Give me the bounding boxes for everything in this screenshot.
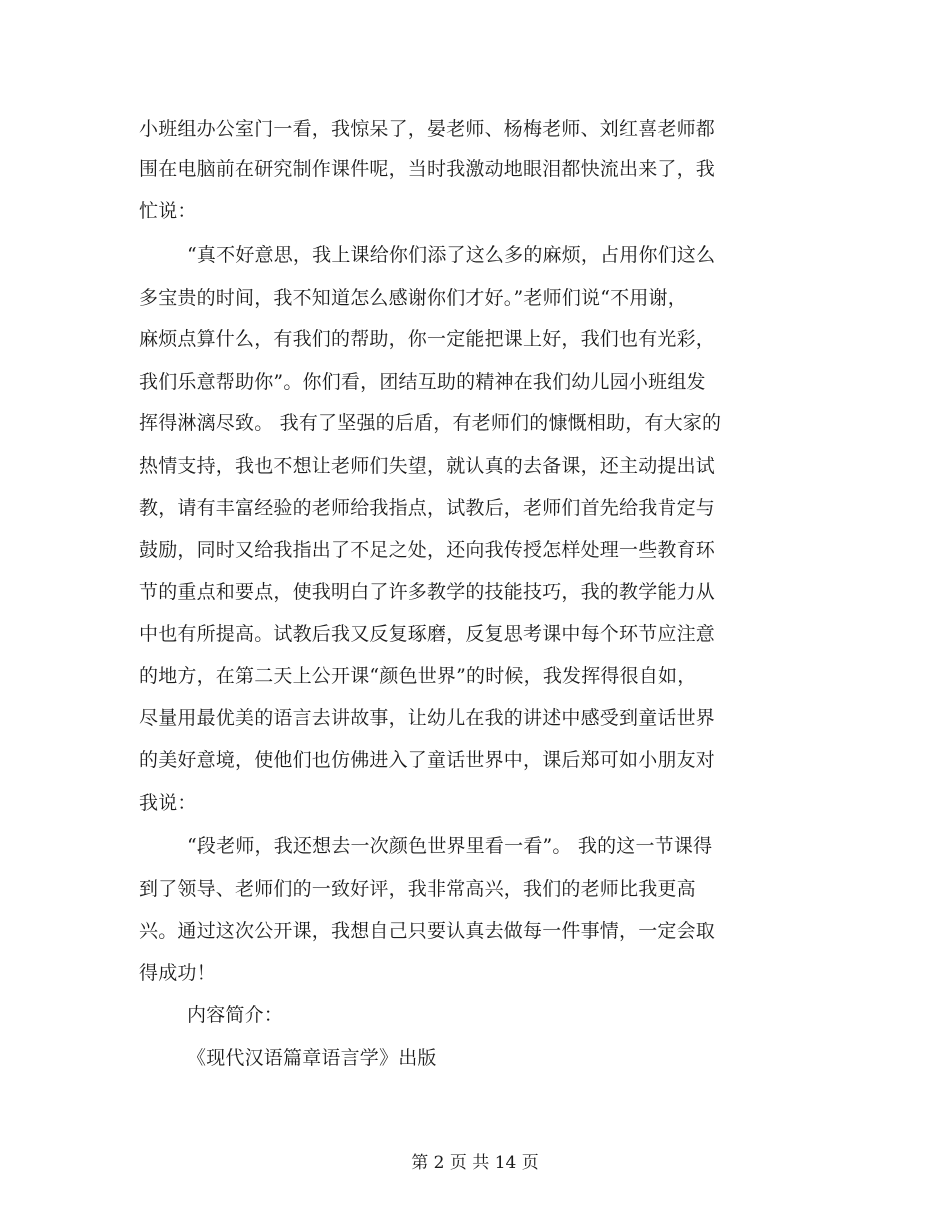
text-line: 教，请有丰富经验的老师给我指点，试教后，老师们首先给我肯定与 xyxy=(139,497,716,519)
text-line: 挥得淋漓尽致。 我有了坚强的后盾，有老师们的慷慨相助，有大家的 xyxy=(139,412,722,434)
text-line: “真不好意思，我上课给你们添了这么多的麻烦，占用你们这么 xyxy=(187,244,716,266)
text-line: 的美好意境，使他们也仿佛进入了童话世界中，课后郑可如小朋友对 xyxy=(139,749,716,771)
text-line: 到了领导、老师们的一致好评，我非常高兴，我们的老师比我更高 xyxy=(139,878,696,900)
text-line: 得成功！ xyxy=(139,962,216,984)
text-line: 中也有所提高。试教后我又反复琢磨，反复思考课中每个环节应注意 xyxy=(139,623,716,645)
text-line: 麻烦点算什么，有我们的帮助，你一定能把课上好，我们也有光彩， xyxy=(139,328,716,350)
text-line: 的地方，在第二天上公开课“颜色世界”的时候，我发挥得很自如， xyxy=(139,665,697,687)
text-line: 忙说： xyxy=(139,200,197,222)
text-line: 兴。通过这次公开课，我想自己只要认真去做每一件事情，一定会取 xyxy=(139,920,716,942)
text-line: 《现代汉语篇章语言学》出版 xyxy=(187,1047,437,1069)
text-line: 我说： xyxy=(139,792,197,814)
text-line: 热情支持，我也不想让老师们失望，就认真的去备课，还主动提出试 xyxy=(139,455,716,477)
section-heading: 内容简介： xyxy=(187,1004,284,1026)
text-line: 节的重点和要点，使我明白了许多教学的技能技巧，我的教学能力从 xyxy=(139,581,716,603)
text-line: 我们乐意帮助你”。你们看，团结互助的精神在我们幼儿园小班组发 xyxy=(139,371,706,393)
text-line: “段老师，我还想去一次颜色世界里看一看”。 我的这一节课得 xyxy=(187,835,713,857)
text-line: 尽量用最优美的语言去讲故事，让幼儿在我的讲述中感受到童话世界 xyxy=(139,707,716,729)
text-line: 鼓励，同时又给我指出了不足之处，还向我传授怎样处理一些教育环 xyxy=(139,539,716,561)
text-line: 围在电脑前在研究制作课件呢，当时我激动地眼泪都快流出来了，我 xyxy=(139,158,716,180)
page-number-footer: 第 2 页 共 14 页 xyxy=(411,1153,539,1173)
text-line: 多宝贵的时间，我不知道怎么感谢你们才好。”老师们说“不用谢， xyxy=(139,287,687,309)
text-line: 小班组办公室门一看，我惊呆了，晏老师、杨梅老师、刘红喜老师都 xyxy=(139,118,716,140)
